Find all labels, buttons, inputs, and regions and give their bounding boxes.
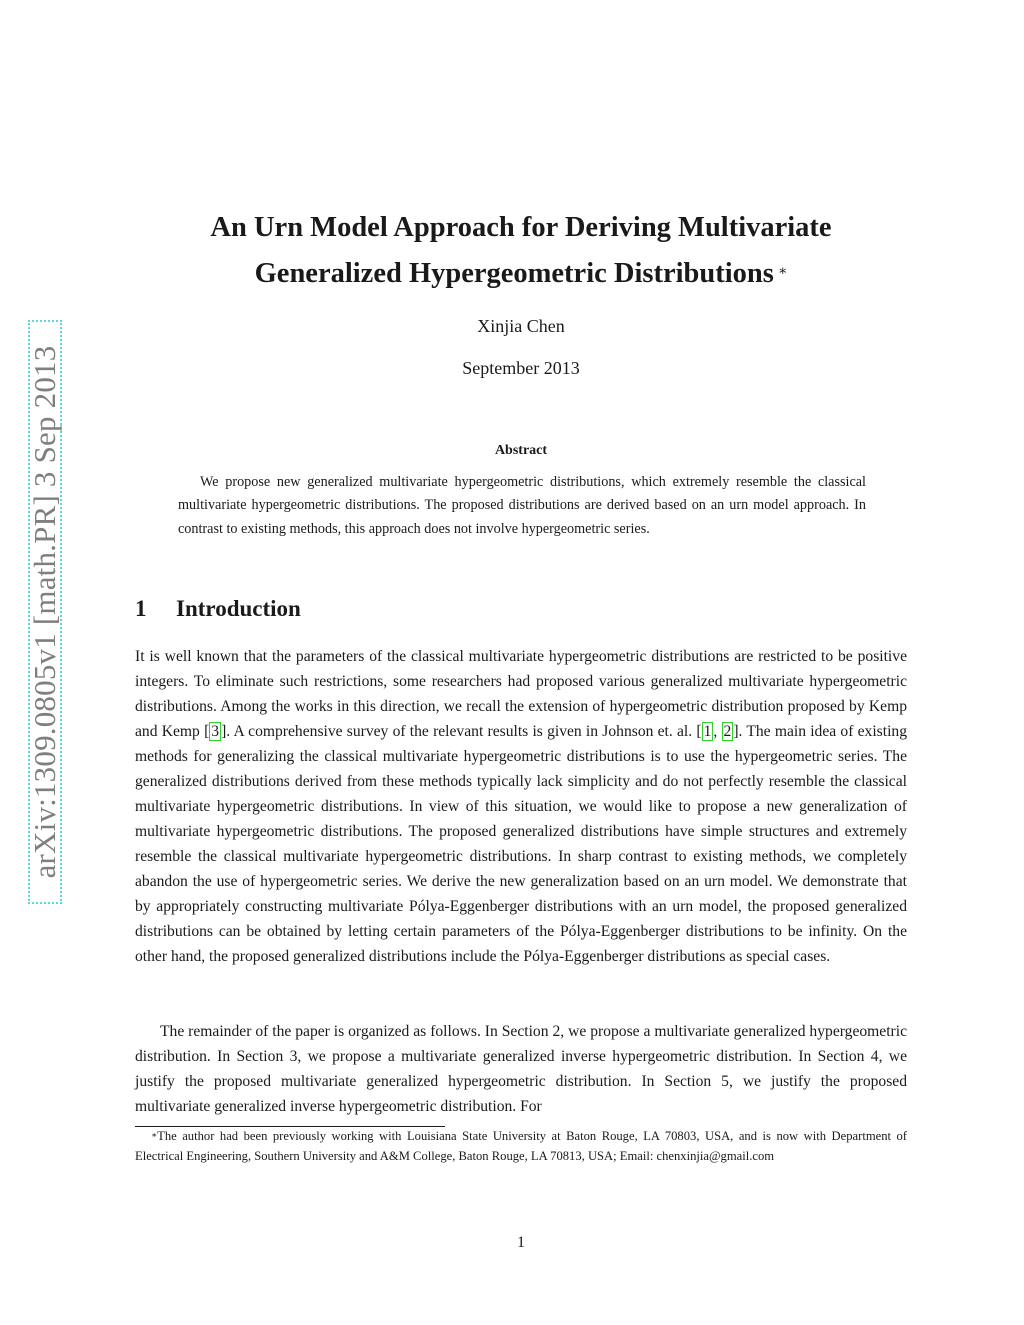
title-line-2 [120, 251, 922, 297]
citation-link-kemp[interactable]: 3 [211, 723, 220, 740]
footnote-text: The author had been previously working with Louisiana State University at Baton Rouge, LA 70803, USA, and is now with Department of Electrical Engineering, Southern University and A&M College, Baton Rouge, LA 70813, USA; Email: chenxinjia@gmail.com [135, 1129, 907, 1163]
title-footnote-mark[interactable]: ∗ [777, 264, 788, 279]
paper-title [120, 205, 922, 297]
arxiv-stamp-text: arXiv:1309.0805v1 [math.PR] 3 Sep 2013 [27, 345, 62, 879]
intro-paragraph-1: It is well known that the parameters of the classical multivariate hypergeometric distributions are restricted to be positive integers. To eliminate such restrictions, some researchers had proposed various generalized multivariate hypergeometric distributions. Among the works in this direction, we recall the extension of hypergeometric distribution proposed by Kemp and Kemp [ 3 ]. A comprehensive survey of the relevant results is given in Johnson et. al. [ 1 , 2 ]. The main idea of existing methods for generalizing the classical multivariate hypergeometric distributions is to use the hypergeometric series. The generalized distributions derived from these methods typically lack simplicity and do not perfectly resemble the classical multivariate hypergeometric distributions. In view of this situation, we would like to propose a new generalization of multivariate hypergeometric distributions. The proposed generalized distributions have simple structures and extremely resemble the classical multivariate hypergeometric distributions. In sharp contrast to existing methods, we completely abandon the use of hypergeometric series. We derive the new generalization based on an urn model. We demonstrate that by appropriately constructing multivariate Pólya-Eggenberger distributions with an urn model, the proposed generalized distributions can be obtained by letting certain parameters of the Pólya-Eggenberger distributions to be infinity. On the other hand, the proposed generalized distributions include the Pólya-Eggenberger distributions as special cases. [135, 648, 908, 965]
arxiv-stamp[interactable] [28, 320, 62, 904]
citation-separator: , [713, 723, 722, 740]
title-line-1: An Urn Model Approach for Deriving Multivariate [210, 212, 832, 243]
section-title: Introduction [176, 596, 301, 621]
abstract-text: We propose new generalized multivariate hypergeometric distributions, which extremely resemble the classical multivariate hypergeometric distributions. The proposed distributions are derived based on an urn model approach. In contrast to existing methods, this approach does not involve hypergeometric series. [178, 474, 866, 537]
footnote-mark: ∗ [151, 1130, 158, 1140]
footnote [135, 1126, 907, 1166]
section-heading [135, 596, 301, 622]
page-number: 1 [517, 1234, 525, 1251]
citation-link-johnson-1[interactable]: 1 [703, 723, 712, 740]
title-line-2-text: Generalized Hypergeometric Distributions [254, 258, 774, 289]
paragraph-1-part-3: ]. The main idea of existing methods for generalizing the classical multivariate hypergeometric distributions is to use the hypergeometric series. The generalized distributions derived from these methods typically lack simplicity and do not perfectly resemble the classical multivariate hypergeometric distributions. In view of this situation, we would like to propose a new generalization of multivariate hypergeometric distributions. The proposed generalized distributions have simple structures and extremely resemble the classical multivariate hypergeometric distributions. In sharp contrast to existing methods, we completely abandon the use of hypergeometric series. We derive the new generalization based on an urn model. We demonstrate that by appropriately constructing multivariate Pólya-Eggenberger distributions with an urn model, the proposed generalized distributions can be obtained by letting certain parameters of the Pólya-Eggenberger distributions to be infinity. On the other hand, the proposed generalized distributions include the Pólya-Eggenberger distributions as special cases. [135, 723, 908, 965]
paragraph-1-part-1: It is well known that the parameters of the classical multivariate hypergeometric distributions are restricted to be positive integers. To eliminate such restrictions, some researchers had proposed various generalized multivariate hypergeometric distributions. Among the works in this direction, we recall the extension of hypergeometric distribution proposed by Kemp and Kemp [135, 648, 907, 740]
paragraph-1-part-2: . A comprehensive survey of the relevant results is given in Johnson et. al. [ [226, 723, 702, 740]
citation-link-johnson-2[interactable]: 2 [723, 723, 732, 740]
abstract-heading: Abstract [494, 443, 548, 458]
intro-paragraph-2: The remainder of the paper is organized as follows. In Section 2, we propose a multivariate generalized hypergeometric distribution. In Section 3, we propose a multivariate generalized inverse hypergeometric distribution. In Section 4, we justify the proposed multivariate generalized hypergeometric distribution. In Section 5, we justify the proposed multivariate generalized inverse hypergeometric distribution. For [135, 1023, 907, 1115]
author-name: Xinjia Chen [477, 316, 565, 336]
publication-date: September 2013 [462, 358, 580, 378]
section-number: 1 [135, 596, 147, 621]
